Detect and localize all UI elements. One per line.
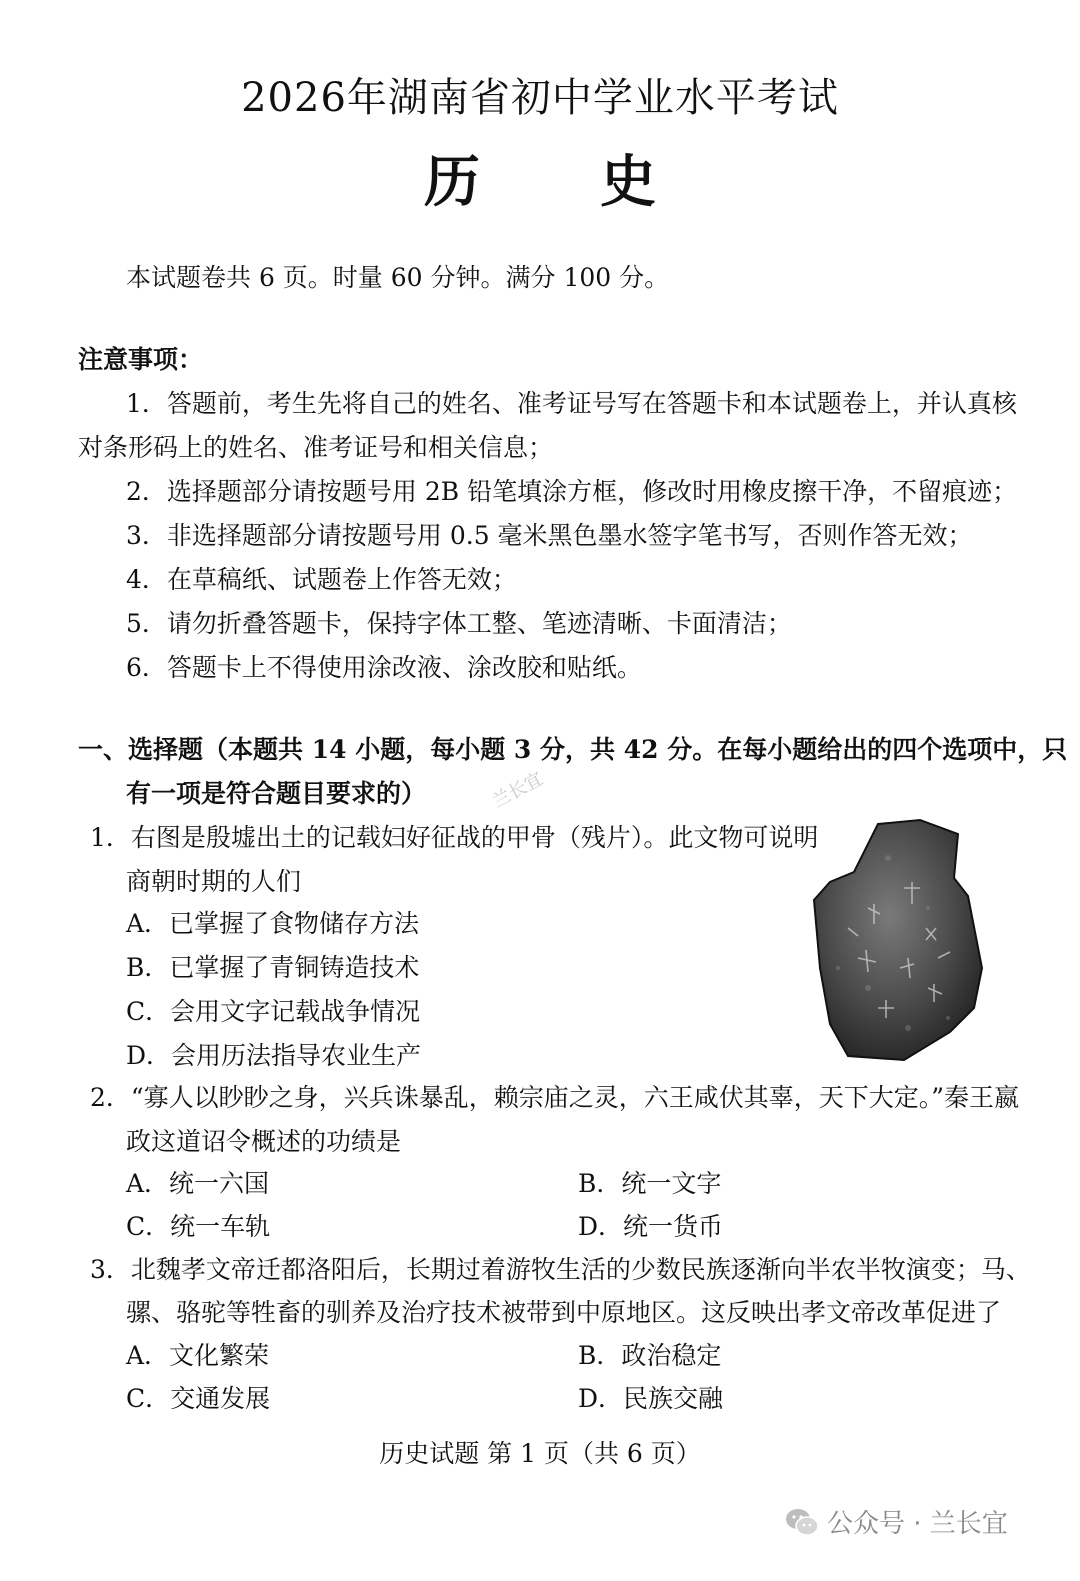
question-3-option-c: C．交通发展 [126,1384,271,1413]
question-2-option-d: D．统一货币 [578,1212,724,1241]
question-1-option-b: B．已掌握了青铜铸造技术 [126,953,420,982]
note-line: 1．答题前，考生先将自己的姓名、准考证号写在答题卡和本试题卷上，并认真核 [126,389,1017,418]
question-2-option-c: C．统一车轨 [126,1212,271,1241]
question-3-option-b: B．政治稳定 [578,1341,722,1370]
exam-title: 2026年湖南省初中学业水平考试 [241,75,839,121]
section-heading-cont: 有一项是符合题目要求的） [126,779,427,808]
page-footer: 历史试题 第 1 页（共 6 页） [379,1439,701,1468]
brand-text: 公众号 · 兰长宜 [827,1509,1008,1539]
question-1-option-a: A．已掌握了食物储存方法 [126,909,420,938]
note-line: 4．在草稿纸、试题卷上作答无效； [126,565,517,594]
question-3-stem: 3．北魏孝文帝迁都洛阳后，长期过着游牧生活的少数民族逐渐向半农半牧演变；马、 [90,1255,1031,1284]
note-line: 3．非选择题部分请按题号用 0.5 毫米黑色墨水签字笔书写，否则作答无效； [126,521,973,550]
brand-watermark [785,1503,1008,1540]
question-3-option-d: D．民族交融 [578,1384,724,1413]
question-2-stem-cont: 政这道诏令概述的功绩是 [126,1127,402,1156]
note-line: 6．答题卡上不得使用涂改液、涂改胶和贴纸。 [126,653,642,682]
question-1-option-c: C．会用文字记载战争情况 [126,997,421,1026]
question-1-option-d: D．会用历法指导农业生产 [126,1041,422,1070]
question-2-option-a: A．统一六国 [126,1169,270,1198]
section-heading: 一、选择题（本题共 14 小题，每小题 3 分，共 42 分。在每小题给出的四个选项中，只 [78,735,1068,764]
question-2-stem: 2．“寡人以眇眇之身，兴兵诛暴乱，赖宗庙之灵，六王咸伏其辜，天下大定。”秦王嬴 [90,1083,1019,1112]
question-2-option-b: B．统一文字 [578,1169,722,1198]
question-1-stem: 1．右图是殷墟出土的记载妇好征战的甲骨（残片）。此文物可说明 [90,823,819,852]
oracle-bone-image [808,818,986,1063]
question-1-stem-cont: 商朝时期的人们 [126,867,302,896]
notes-heading: 注意事项： [78,345,204,374]
question-3-stem-cont: 骡、骆驼等牲畜的驯养及治疗技术被带到中原地区。这反映出孝文帝改革促进了 [126,1298,1002,1327]
note-line: 2．选择题部分请按题号用 2B 铅笔填涂方框，修改时用橡皮擦干净，不留痕迹； [126,477,1018,506]
watermark: 兰长宜 [488,768,547,813]
wechat-icon [785,1507,819,1537]
question-3-option-a: A．文化繁荣 [126,1341,270,1370]
intro-text: 本试题卷共 6 页。时量 60 分钟。满分 100 分。 [126,263,670,292]
note-line: 5．请勿折叠答题卡，保持字体工整、笔迹清晰、卡面清洁； [126,609,792,638]
note-line: 对条形码上的姓名、准考证号和相关信息； [78,433,554,462]
subject-title: 历史 [424,149,776,215]
